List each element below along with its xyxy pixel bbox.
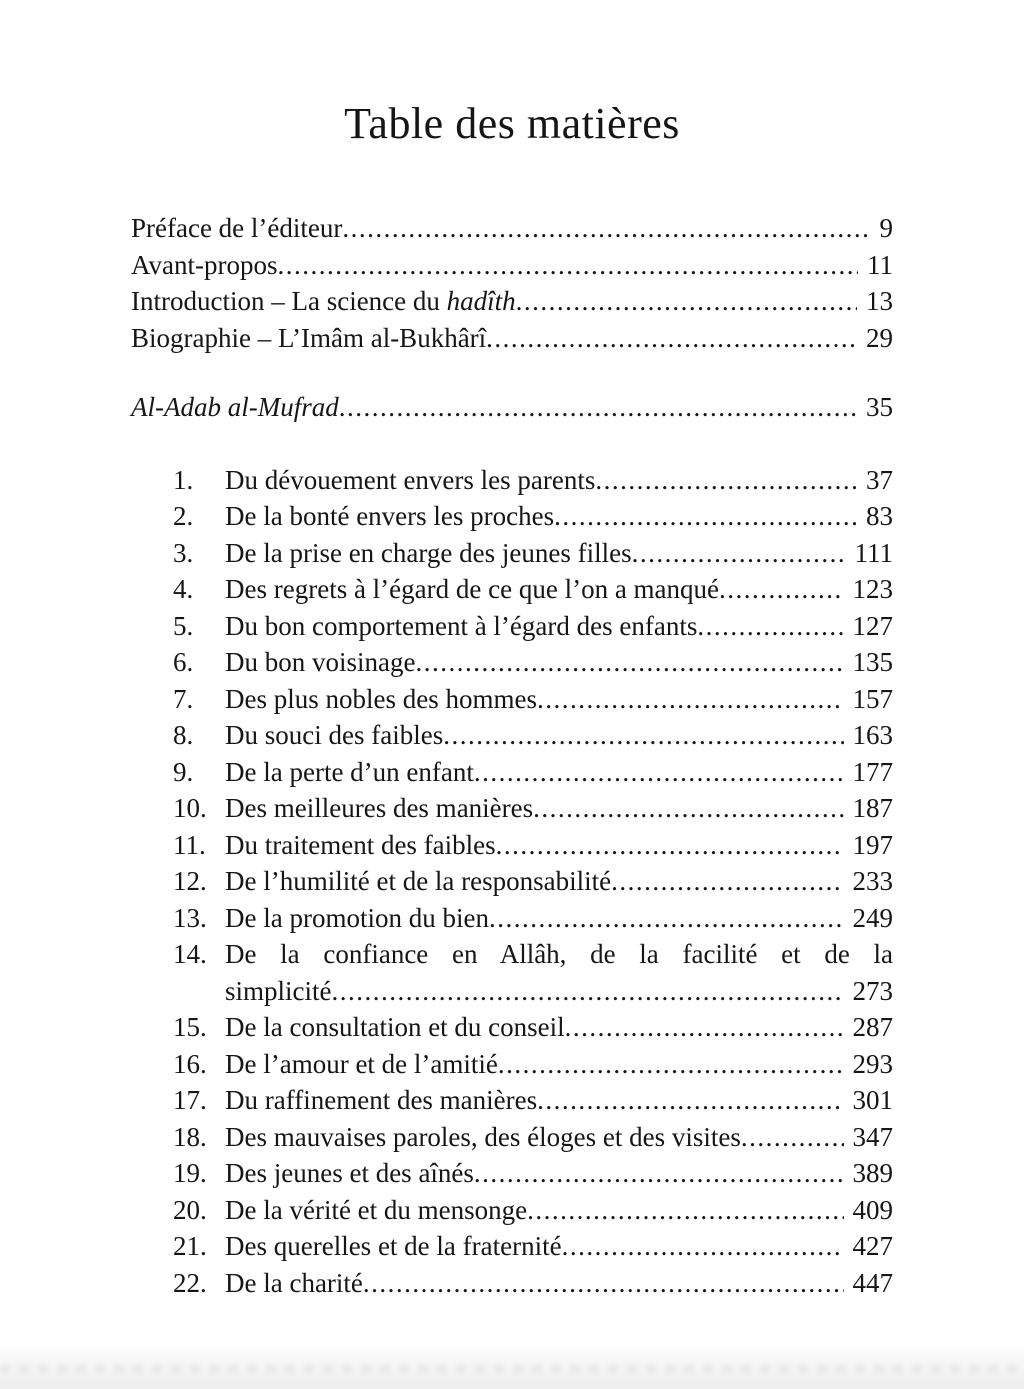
entry-title: De la vérité et du mensonge xyxy=(225,1194,528,1225)
toc-entry xyxy=(131,283,893,320)
chapter-number: 14. xyxy=(173,939,207,969)
dot-leader xyxy=(331,973,843,1010)
toc-entry xyxy=(173,498,893,535)
dot-leader xyxy=(632,535,846,572)
entry-title: De l’amour et de l’amitié xyxy=(225,1048,498,1079)
toc-entry-work xyxy=(131,389,893,426)
dot-leader xyxy=(486,320,857,357)
toc-entry xyxy=(173,1155,893,1192)
entry-page-number: 13 xyxy=(866,286,893,316)
dot-leader xyxy=(697,608,843,645)
entry-title: Introduction – La science du hadîth xyxy=(131,286,516,316)
entry-title: Des regrets à l’égard de ce que l’on a manqué xyxy=(225,574,720,604)
table-of-contents xyxy=(131,0,893,1301)
entry-page-number: 123 xyxy=(852,574,893,604)
dot-leader xyxy=(741,1119,844,1156)
chapter-number: 12. xyxy=(173,866,207,896)
front-matter-list xyxy=(131,210,893,356)
chapter-list xyxy=(131,462,893,1302)
toc-entry xyxy=(173,1192,893,1229)
toc-entry xyxy=(173,681,893,718)
entry-title: Préface de l’éditeur xyxy=(131,213,343,243)
entry-page-number: 197 xyxy=(852,829,893,860)
toc-entry xyxy=(173,936,893,973)
entry-page-number: 135 xyxy=(852,647,893,677)
chapter-number: 18. xyxy=(173,1121,207,1152)
dot-leader xyxy=(415,644,843,681)
chapter-number: 1. xyxy=(173,464,194,495)
dot-leader xyxy=(489,900,844,937)
toc-entry xyxy=(173,754,893,791)
entry-title: Al-Adab al-Mufrad xyxy=(131,392,339,422)
entry-page-number: 177 xyxy=(852,756,893,787)
entry-page-number: 9 xyxy=(879,213,893,243)
chapter-number: 8. xyxy=(173,720,194,750)
dot-leader xyxy=(527,1192,843,1229)
toc-entry xyxy=(173,863,893,900)
dot-leader xyxy=(537,1082,843,1119)
dot-leader xyxy=(498,1046,844,1083)
entry-page-number: 347 xyxy=(852,1121,893,1152)
entry-page-number: 29 xyxy=(866,322,893,353)
chapter-number: 5. xyxy=(173,610,194,641)
chapter-number: 9. xyxy=(173,756,194,787)
entry-title: Des mauvaises paroles, des éloges et des visites xyxy=(225,1121,741,1152)
entry-page-number: 37 xyxy=(866,464,893,495)
entry-title: De l’humilité et de la responsabilité xyxy=(225,866,612,896)
chapter-number: 2. xyxy=(173,501,194,531)
chapter-number: 7. xyxy=(173,683,194,714)
toc-entry xyxy=(173,1046,893,1083)
dot-leader xyxy=(595,462,857,499)
chapter-number: 17. xyxy=(173,1085,207,1115)
toc-entry xyxy=(173,571,893,608)
entry-title: Des plus nobles des hommes xyxy=(225,683,537,714)
toc-entry xyxy=(131,247,893,284)
entry-title: simplicité xyxy=(225,975,332,1006)
entry-title: Du souci des faibles xyxy=(225,720,444,750)
dot-leader xyxy=(342,210,870,247)
entry-title: Du traitement des faibles xyxy=(225,829,496,860)
entry-title: Du bon comportement à l’égard des enfants xyxy=(225,610,698,641)
toc-entry xyxy=(173,1119,893,1156)
dot-leader xyxy=(562,1228,844,1265)
entry-title: Biographie – L’Imâm al-Bukhârî xyxy=(131,322,487,353)
entry-title: De la confiance en Allâh, de la facilité et de la xyxy=(225,939,893,969)
dot-leader xyxy=(554,498,857,535)
entry-page-number: 287 xyxy=(852,1012,893,1042)
entry-title: De la charité xyxy=(225,1267,363,1298)
page-bottom-shadow xyxy=(0,1341,1024,1389)
entry-page-number: 111 xyxy=(854,537,893,568)
chapter-number: 16. xyxy=(173,1048,207,1079)
entry-title: Du dévouement envers les parents xyxy=(225,464,596,495)
toc-entry xyxy=(173,827,893,864)
dot-leader xyxy=(339,389,857,426)
dot-leader xyxy=(516,283,857,320)
dot-leader xyxy=(565,1009,844,1046)
dot-leader xyxy=(719,571,843,608)
entry-title-italic: hadîth xyxy=(446,286,516,316)
toc-entry xyxy=(131,320,893,357)
toc-entry xyxy=(173,717,893,754)
entry-page-number: 389 xyxy=(852,1158,893,1188)
entry-page-number: 157 xyxy=(852,683,893,714)
toc-entry xyxy=(173,1009,893,1046)
entry-title: Des meilleures des manières xyxy=(225,793,534,823)
chapter-number: 11. xyxy=(173,829,206,860)
entry-title: De la prise en charge des jeunes filles xyxy=(225,537,632,568)
entry-page-number: 233 xyxy=(852,866,893,896)
entry-page-number: 127 xyxy=(852,610,893,641)
toc-entry xyxy=(173,790,893,827)
entry-page-number: 11 xyxy=(867,249,893,280)
dot-leader xyxy=(611,863,843,900)
chapter-number: 22. xyxy=(173,1267,207,1298)
dot-leader xyxy=(277,247,858,284)
chapter-number: 20. xyxy=(173,1194,207,1225)
toc-entry xyxy=(131,210,893,247)
entry-title: De la promotion du bien xyxy=(225,902,489,933)
toc-entry xyxy=(173,462,893,499)
entry-title: Avant-propos xyxy=(131,249,278,280)
entry-title: De la consultation et du conseil xyxy=(225,1012,565,1042)
entry-page-number: 35 xyxy=(866,392,893,422)
chapter-number: 6. xyxy=(173,647,194,677)
toc-entry xyxy=(173,1228,893,1265)
entry-page-number: 249 xyxy=(852,902,893,933)
entry-title: De la bonté envers les proches xyxy=(225,501,555,531)
toc-entry xyxy=(173,1265,893,1302)
page-title: Table des matières xyxy=(344,99,680,148)
dot-leader xyxy=(537,681,844,718)
chapter-number: 21. xyxy=(173,1231,207,1261)
dot-leader xyxy=(443,717,843,754)
entry-page-number: 427 xyxy=(852,1231,893,1261)
chapter-number: 10. xyxy=(173,793,207,823)
toc-entry xyxy=(173,644,893,681)
entry-page-number: 447 xyxy=(852,1267,893,1298)
toc-entry xyxy=(173,900,893,937)
entry-title: Des jeunes et des aînés xyxy=(225,1158,474,1188)
toc-entry xyxy=(173,535,893,572)
dot-leader xyxy=(533,790,843,827)
entry-title: De la perte d’un enfant xyxy=(225,756,474,787)
toc-entry xyxy=(173,608,893,645)
entry-page-number: 163 xyxy=(852,720,893,750)
entry-page-number: 83 xyxy=(866,501,893,531)
chapter-number: 15. xyxy=(173,1012,207,1042)
entry-page-number: 301 xyxy=(852,1085,893,1115)
entry-page-number: 293 xyxy=(852,1048,893,1079)
dot-leader xyxy=(474,754,844,791)
chapter-number: 4. xyxy=(173,574,194,604)
dot-leader xyxy=(474,1155,844,1192)
toc-entry xyxy=(173,1082,893,1119)
chapter-number: 3. xyxy=(173,537,194,568)
entry-title: Des querelles et de la fraternité xyxy=(225,1231,562,1261)
chapter-number: 19. xyxy=(173,1158,207,1188)
toc-entry-continuation xyxy=(173,973,893,1010)
chapter-number: 13. xyxy=(173,902,207,933)
entry-title: Du raffinement des manières xyxy=(225,1085,538,1115)
next-page-dots-hint xyxy=(0,1364,1024,1373)
entry-page-number: 409 xyxy=(852,1194,893,1225)
entry-title: Du bon voisinage xyxy=(225,647,416,677)
dot-leader xyxy=(496,827,844,864)
entry-page-number: 187 xyxy=(852,793,893,823)
dot-leader xyxy=(363,1265,844,1302)
entry-page-number: 273 xyxy=(852,975,893,1006)
